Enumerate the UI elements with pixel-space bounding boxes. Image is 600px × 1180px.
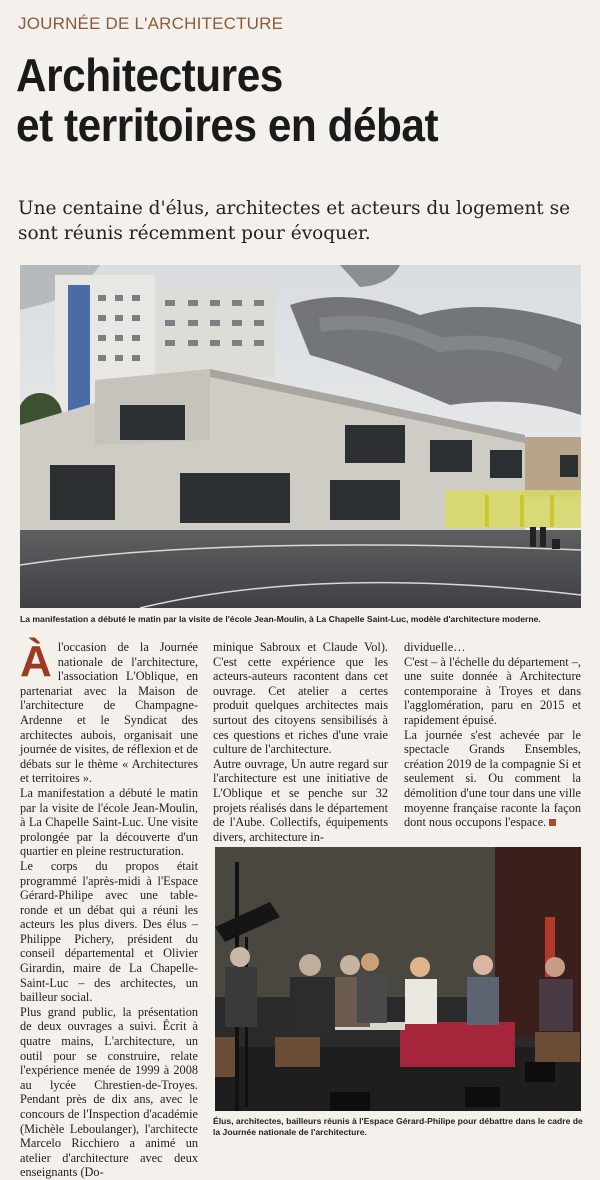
article-column-1 <box>20 637 198 1180</box>
photo-caption-debate: Élus, architectes, bailleurs réunis à l'Espace Gérard-Philipe pour débattre dans le cadre de la Journée nationale de l'architecture. <box>213 1116 583 1137</box>
article-column-2 <box>213 640 388 844</box>
section-rubric: JOURNÉE DE L'ARCHITECTURE <box>18 14 284 33</box>
article-paragraph: Plus grand public, la présentation de deux ouvrages a suivi. Écrit à quatre mains, L'architecture, un outil pour se construire, relate l'expérience menée de 1999 à 2008 au lycée Chrestien-de-Troyes. Pendant près de dix ans, avec le concours de l'Inspection d'académie (Michèle Leboulanger), l'architecte Marcelo Ricchiero a animé un atelier d'architecture avec deux enseignants (Do- <box>20 1004 198 1180</box>
article-column-3 <box>404 640 581 830</box>
end-of-article-icon <box>549 819 556 826</box>
article-paragraph: Autre ouvrage, Un autre regard sur l'architecture est une initiative de L'Oblique et se penche sur 32 projets réalisés dans le département de l'Aube. Collectifs, équipements divers, architecture in- <box>213 756 388 844</box>
article-paragraph: minique Sabroux et Claude Vol). C'est cette expérience que les acteurs-auteurs racontent dans cet ouvrage. Cet atelier a certes produit quelques architectes mais surtout des citoyens sensibilisés à ces questions et riches d'une vraie culture de l'architecture. <box>213 640 388 757</box>
debate-panel-photo <box>215 847 581 1111</box>
article-paragraph <box>404 728 581 830</box>
article-paragraph: La manifestation a débuté le matin par la visite de l'école Jean-Moulin, à La Chapelle Saint-Luc. Une visite prolongée par la découverte d'un quartier en pleine restructuration. <box>20 785 198 859</box>
article-paragraph: l'occasion de la Journée nationale de l'architecture, l'association L'Oblique, en partenariat avec la Maison de l'architecture de Champagne-Ardenne et le Syndicat des architectes aubois, organisait une journée de visites, de réflexion et de débats sur le thème « Architectures et territoires ». <box>20 640 198 786</box>
standfirst: Une centaine d'élus, architectes et acteurs du logement se sont réunis récemment pour évoquer. <box>18 198 571 244</box>
article-paragraph-text: La journée s'est achevée par le spectacle Grands Ensembles, création 2019 de la compagnie Si et seulement si. Ou comment la démolition d'une tour dans une ville moyenne française raconte la façon dont nous occupons l'espace. <box>404 727 581 830</box>
drop-cap: À <box>20 637 52 686</box>
headline-line-2: et territoires en débat <box>16 99 439 151</box>
photo-caption-school: La manifestation a débuté le matin par la visite de l'école Jean-Moulin, à La Chapelle Saint-Luc, modèle d'architecture moderne. <box>20 614 541 624</box>
article-paragraph: C'est – à l'échelle du département –, une suite donnée à Architecture contemporaine à Troyes et dans l'agglomération, paru en 2015 et rapidement épuisé. <box>404 654 581 727</box>
article-paragraph: Le corps du propos était programmé l'après-midi à l'Espace Gérard-Philipe avec une table-ronde et un débat qui a réuni les acteurs les plus divers. Des élus – Philippe Pichery, président du conseil départemental et Olivier Girardin, maire de La Chapelle-Saint-Luc – des architectes, un bailleur social. <box>20 858 198 1005</box>
school-building-photo <box>20 265 581 608</box>
headline <box>16 50 540 150</box>
article-paragraph: dividuelle… <box>404 640 466 654</box>
headline-line-1: Architectures <box>16 49 283 101</box>
